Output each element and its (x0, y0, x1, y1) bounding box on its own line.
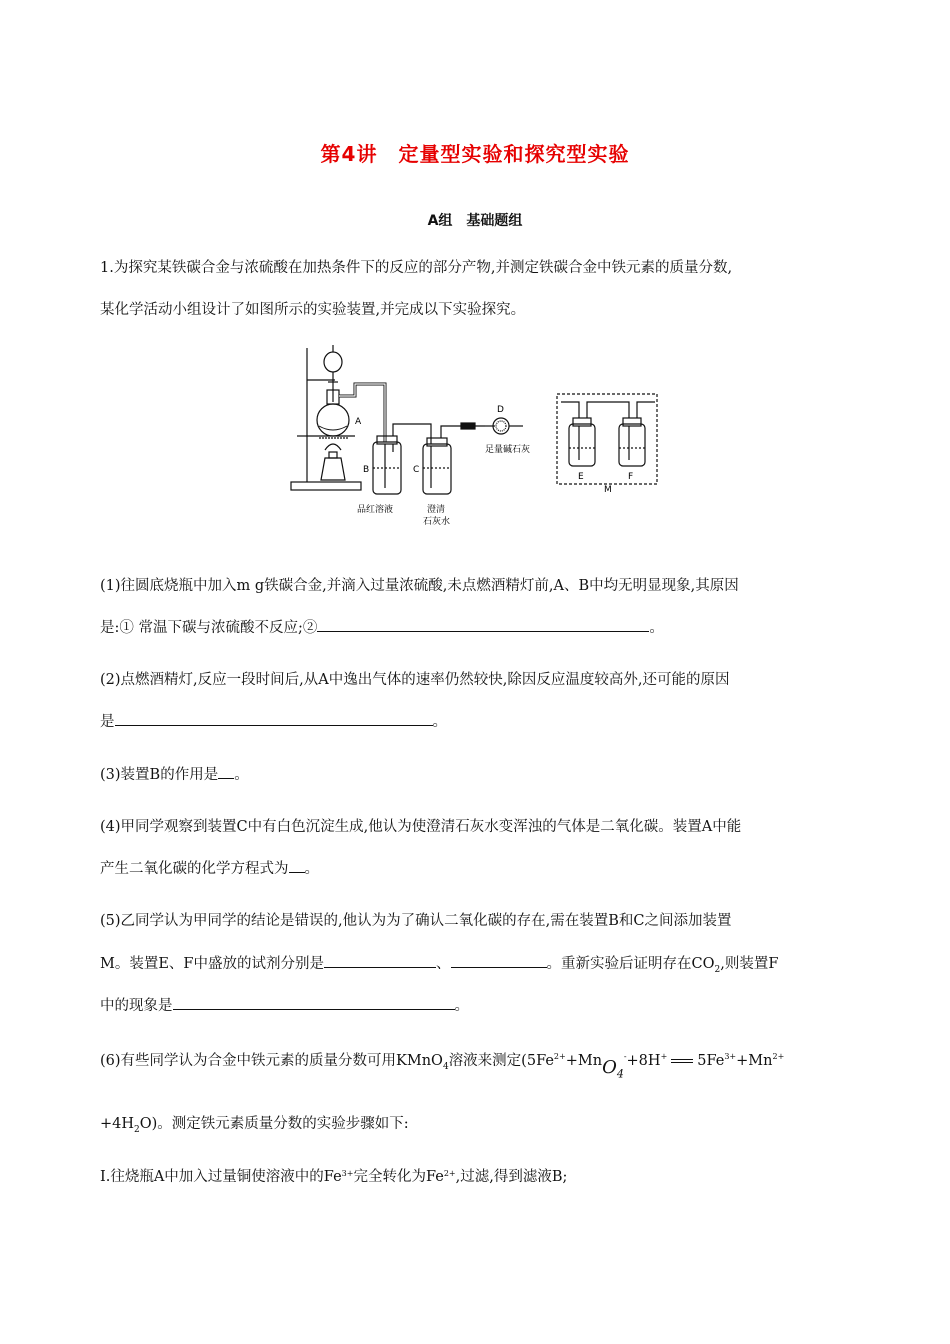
sub5-line3 (100, 995, 860, 1016)
flame (325, 444, 341, 450)
step1-text: Ⅰ.往烧瓶A中加入过量铜使溶液中的Fe (100, 1169, 342, 1185)
superscript: 2+ (553, 1052, 566, 1061)
sub4-text: 产生二氧化碳的化学方程式为 (100, 861, 289, 877)
sub6-mn: +Mn (565, 1053, 603, 1069)
sub2-line1: (2)点燃酒精灯,反应一段时间后,从A中逸出气体的速率仍然较快,除因反应温度较高外,还可能的原因 (100, 672, 730, 688)
o4-letter: O (602, 1057, 617, 1078)
answer-blank[interactable] (218, 764, 234, 779)
alcohol-lamp (321, 458, 345, 480)
page-title: 第4讲 定量型实验和探究型实验 (320, 142, 630, 166)
bottle-F (619, 424, 645, 466)
o4-formula (602, 1058, 624, 1085)
label-A: A (355, 417, 362, 427)
sub2-end: 。 (432, 714, 447, 730)
sub6-line1 (100, 1050, 860, 1081)
superscript: 3+ (724, 1052, 737, 1061)
sub5-line2 (100, 953, 860, 980)
sub1-end: 。 (649, 620, 664, 636)
label-F: F (628, 472, 634, 482)
answer-blank-F[interactable] (451, 953, 547, 968)
flask-A (317, 404, 349, 436)
answer-blank[interactable] (115, 711, 433, 726)
section-heading: A组 基础题组 (427, 213, 523, 229)
caption-C-2: 石灰水 (423, 517, 451, 527)
sub6-fe: 5Fe (697, 1053, 725, 1069)
label-E: E (578, 472, 584, 482)
sub1-line2 (100, 617, 860, 638)
subscript: 2 (134, 1124, 140, 1135)
subscript: 4 (442, 1061, 449, 1072)
sub1-line1: (1)往圆底烧瓶中加入m g铁碳合金,并滴入过量浓硫酸,未点燃酒精灯前,A、B中均无明显现象,其原因 (100, 578, 739, 594)
question-intro-line2: 某化学活动小组设计了如图所示的实验装置,并完成以下实验探究。 (100, 302, 526, 318)
sub5-text2: 。重新实验后证明存在CO (546, 956, 715, 972)
sub6-step1 (100, 1167, 860, 1187)
sub6-line2 (100, 1114, 860, 1140)
sub2-text: 是 (100, 714, 115, 730)
superscript: 2+ (443, 1169, 456, 1178)
sub4-line1: (4)甲同学观察到装置C中有白色沉淀生成,他认为使澄清石灰水变浑浊的气体是二氧化碳。装置A中能 (100, 819, 742, 835)
answer-blank-E[interactable] (324, 953, 436, 968)
drying-tube-D (493, 418, 509, 434)
sub6-text: (6)有些同学认为合金中铁元素的质量分数可用KMnO (100, 1053, 443, 1069)
label-B: B (363, 465, 370, 475)
sub2-line2 (100, 711, 860, 732)
superscript: - (623, 1052, 627, 1061)
caption-B: 品红溶液 (357, 505, 394, 515)
sub4-line2 (100, 858, 860, 879)
caption-D: 足量碱石灰 (485, 445, 531, 455)
sub4-end: 。 (304, 861, 319, 877)
subscript: 2 (714, 964, 721, 975)
separatory-funnel (324, 352, 342, 372)
step1-text2: 完全转化为Fe (353, 1169, 444, 1185)
sub5-line1: (5)乙同学认为甲同学的结论是错误的,他认为为了确认二氧化碳的存在,需在装置B和C之间添加装置 (100, 913, 732, 929)
sub6-text2: 溶液来测定(5Fe (448, 1053, 554, 1069)
caption-C-1: 澄清 (427, 505, 446, 515)
apparatus-figure (285, 340, 665, 530)
bottle-E (569, 424, 595, 466)
label-D: D (497, 405, 504, 415)
bottle-C (423, 444, 451, 494)
sub3-line (100, 764, 860, 785)
sub6-8h: +8H (626, 1053, 661, 1069)
sub3-text: (3)装置B的作用是 (100, 767, 219, 783)
sub5-end: 。 (454, 998, 469, 1014)
label-M: M (604, 485, 612, 495)
sub6-text3: +4H (100, 1116, 135, 1132)
answer-blank[interactable] (173, 995, 455, 1010)
answer-blank[interactable] (317, 617, 649, 632)
sub6-mn2: +Mn (736, 1053, 773, 1069)
sub3-end: 。 (234, 767, 249, 783)
answer-blank[interactable] (289, 858, 305, 873)
sub5-text3: ,则装置F (720, 956, 779, 972)
equals-sign (671, 1059, 693, 1063)
o4-sub: 4 (616, 1067, 624, 1081)
stand-base (291, 482, 361, 490)
sub1-text: 是:① 常温下碳与浓硫酸不反应;② (100, 620, 318, 636)
device-M-box (557, 394, 657, 484)
question-intro-line1: 1.为探究某铁碳合金与浓硫酸在加热条件下的反应的部分产物,并测定铁碳合金中铁元素的质量分数, (100, 260, 733, 276)
sub5-text4: 中的现象是 (100, 998, 173, 1014)
label-C: C (413, 465, 420, 475)
step1-text3: ,过滤,得到滤液B; (455, 1169, 568, 1185)
superscript: 2+ (772, 1052, 785, 1061)
superscript: + (660, 1052, 668, 1061)
sub5-sep: 、 (436, 956, 451, 972)
sub6-text4: O)。测定铁元素质量分数的实验步骤如下: (139, 1116, 409, 1132)
sub5-text: M。装置E、F中盛放的试剂分别是 (100, 956, 324, 972)
superscript: 3+ (341, 1169, 354, 1178)
